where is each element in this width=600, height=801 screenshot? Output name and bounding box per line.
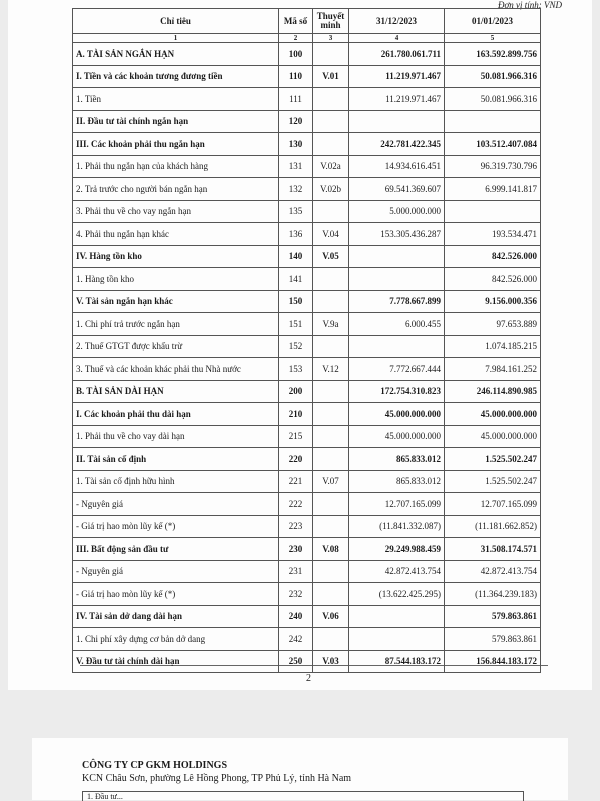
row-value-2023 xyxy=(349,335,445,358)
row-note xyxy=(313,133,349,156)
row-indicator: 1. Tiền xyxy=(73,88,279,111)
row-note: V.08 xyxy=(313,538,349,561)
table-row xyxy=(73,538,541,561)
page-number: 2 xyxy=(306,673,311,684)
row-value-2023: 87.544.183.172 xyxy=(349,650,445,673)
next-page xyxy=(32,738,568,800)
row-indicator: 4. Phải thu ngắn hạn khác xyxy=(73,223,279,246)
row-value-2023: (11.841.332.087) xyxy=(349,515,445,538)
row-value-2022 xyxy=(445,110,541,133)
row-value-2022: 9.156.000.356 xyxy=(445,290,541,313)
table-row xyxy=(73,425,541,448)
table-header-row xyxy=(73,9,541,34)
row-value-2022: 1.074.185.215 xyxy=(445,335,541,358)
table-row xyxy=(73,470,541,493)
row-note xyxy=(313,268,349,291)
row-value-2022: 7.984.161.252 xyxy=(445,358,541,381)
row-value-2023: 29.249.988.459 xyxy=(349,538,445,561)
row-indicator: 1. Chi phí xây dựng cơ bản dở dang xyxy=(73,628,279,651)
row-code: 250 xyxy=(279,650,313,673)
table-row xyxy=(73,155,541,178)
row-indicator: I. Các khoản phải thu dài hạn xyxy=(73,403,279,426)
row-indicator: III. Bất động sản đầu tư xyxy=(73,538,279,561)
row-value-2022: 6.999.141.817 xyxy=(445,178,541,201)
row-note xyxy=(313,448,349,471)
row-value-2023: 261.780.061.711 xyxy=(349,43,445,66)
row-value-2023: 153.305.436.287 xyxy=(349,223,445,246)
row-note: V.9a xyxy=(313,313,349,336)
row-value-2023: 14.934.616.451 xyxy=(349,155,445,178)
row-note xyxy=(313,493,349,516)
row-indicator: 2. Thuế GTGT được khấu trừ xyxy=(73,335,279,358)
row-value-2022: 579.863.861 xyxy=(445,605,541,628)
table-row xyxy=(73,358,541,381)
header-period-start: 01/01/2023 xyxy=(445,9,541,34)
table-row xyxy=(73,448,541,471)
row-value-2022: 193.534.471 xyxy=(445,223,541,246)
row-value-2023: 865.833.012 xyxy=(349,448,445,471)
row-code: 140 xyxy=(279,245,313,268)
row-value-2023: 11.219.971.467 xyxy=(349,88,445,111)
row-code: 210 xyxy=(279,403,313,426)
row-note: V.05 xyxy=(313,245,349,268)
header-period-end: 31/12/2023 xyxy=(349,9,445,34)
table-row xyxy=(73,43,541,66)
row-code: 150 xyxy=(279,290,313,313)
row-note: V.02b xyxy=(313,178,349,201)
row-note: V.01 xyxy=(313,65,349,88)
row-value-2022: (11.181.662.852) xyxy=(445,515,541,538)
row-note xyxy=(313,110,349,133)
row-value-2023: 45.000.000.000 xyxy=(349,425,445,448)
row-code: 222 xyxy=(279,493,313,516)
row-note xyxy=(313,425,349,448)
table-row xyxy=(73,88,541,111)
row-indicator: 2. Trả trước cho người bán ngắn hạn xyxy=(73,178,279,201)
row-value-2022: 163.592.899.756 xyxy=(445,43,541,66)
col-index: 2 xyxy=(279,34,313,43)
row-indicator: IV. Hàng tồn kho xyxy=(73,245,279,268)
row-indicator: B. TÀI SẢN DÀI HẠN xyxy=(73,380,279,403)
row-code: 152 xyxy=(279,335,313,358)
row-indicator: 1. Tài sản cố định hữu hình xyxy=(73,470,279,493)
row-value-2023: 242.781.422.345 xyxy=(349,133,445,156)
row-note: V.07 xyxy=(313,470,349,493)
table-row xyxy=(73,628,541,651)
table-row xyxy=(73,65,541,88)
table-row xyxy=(73,313,541,336)
table-row xyxy=(73,223,541,246)
row-value-2023: 7.778.667.899 xyxy=(349,290,445,313)
company-address: KCN Châu Sơn, phường Lê Hồng Phong, TP Phủ Lý, tỉnh Hà Nam xyxy=(82,773,352,784)
row-value-2022: 12.707.165.099 xyxy=(445,493,541,516)
row-indicator: II. Đầu tư tài chính ngắn hạn xyxy=(73,110,279,133)
row-note xyxy=(313,583,349,606)
row-code: 111 xyxy=(279,88,313,111)
row-note: V.04 xyxy=(313,223,349,246)
row-value-2023: 5.000.000.000 xyxy=(349,200,445,223)
row-indicator: A. TÀI SẢN NGẮN HẠN xyxy=(73,43,279,66)
row-value-2022: 50.081.966.316 xyxy=(445,88,541,111)
balance-sheet-table xyxy=(72,8,541,673)
row-code: 141 xyxy=(279,268,313,291)
row-note xyxy=(313,560,349,583)
row-value-2023: 12.707.165.099 xyxy=(349,493,445,516)
row-indicator: V. Tài sản ngắn hạn khác xyxy=(73,290,279,313)
row-indicator: I. Tiền và các khoản tương đương tiền xyxy=(73,65,279,88)
row-note: V.06 xyxy=(313,605,349,628)
row-value-2022: (11.364.239.183) xyxy=(445,583,541,606)
row-value-2023: 865.833.012 xyxy=(349,470,445,493)
row-code: 240 xyxy=(279,605,313,628)
row-value-2023 xyxy=(349,245,445,268)
row-indicator: - Nguyên giá xyxy=(73,560,279,583)
table-row xyxy=(73,268,541,291)
row-value-2022: 45.000.000.000 xyxy=(445,403,541,426)
row-code: 221 xyxy=(279,470,313,493)
table-row xyxy=(73,560,541,583)
row-code: 215 xyxy=(279,425,313,448)
row-note: V.02a xyxy=(313,155,349,178)
row-value-2022: 1.525.502.247 xyxy=(445,470,541,493)
col-index: 3 xyxy=(313,34,349,43)
row-value-2023 xyxy=(349,268,445,291)
table-row xyxy=(73,200,541,223)
row-note: V.12 xyxy=(313,358,349,381)
row-value-2023 xyxy=(349,605,445,628)
header-code: Mã số xyxy=(279,9,313,34)
row-note xyxy=(313,335,349,358)
row-value-2022: 50.081.966.316 xyxy=(445,65,541,88)
row-value-2023 xyxy=(349,110,445,133)
row-value-2022: 246.114.890.985 xyxy=(445,380,541,403)
currency-unit-label: Đơn vị tính: VND xyxy=(497,0,562,10)
row-note xyxy=(313,628,349,651)
row-value-2022: 31.508.174.571 xyxy=(445,538,541,561)
table-row xyxy=(73,583,541,606)
row-indicator: 3. Thuế và các khoản khác phải thu Nhà nước xyxy=(73,358,279,381)
row-indicator: III. Các khoản phải thu ngắn hạn xyxy=(73,133,279,156)
row-note xyxy=(313,200,349,223)
row-code: 220 xyxy=(279,448,313,471)
row-code: 231 xyxy=(279,560,313,583)
table-row xyxy=(73,290,541,313)
table-row xyxy=(73,245,541,268)
next-table-first-row: 1. Đầu tư... xyxy=(87,792,123,801)
row-value-2022: 42.872.413.754 xyxy=(445,560,541,583)
row-code: 223 xyxy=(279,515,313,538)
header-indicator: Chỉ tiêu xyxy=(73,9,279,34)
table-row xyxy=(73,403,541,426)
row-value-2023: 45.000.000.000 xyxy=(349,403,445,426)
row-value-2022: 842.526.000 xyxy=(445,268,541,291)
table-row xyxy=(73,110,541,133)
row-indicator: 1. Phải thu về cho vay dài hạn xyxy=(73,425,279,448)
row-indicator: 1. Chi phí trả trước ngắn hạn xyxy=(73,313,279,336)
row-note xyxy=(313,290,349,313)
row-indicator: - Giá trị hao mòn lũy kế (*) xyxy=(73,583,279,606)
table-row xyxy=(73,133,541,156)
table-row xyxy=(73,335,541,358)
row-value-2022: 97.653.889 xyxy=(445,313,541,336)
row-code: 136 xyxy=(279,223,313,246)
table-row xyxy=(73,380,541,403)
row-note xyxy=(313,380,349,403)
col-index: 1 xyxy=(73,34,279,43)
row-value-2023 xyxy=(349,628,445,651)
row-value-2023: 7.772.667.444 xyxy=(349,358,445,381)
row-value-2023: 69.541.369.607 xyxy=(349,178,445,201)
row-code: 130 xyxy=(279,133,313,156)
row-indicator: - Nguyên giá xyxy=(73,493,279,516)
row-value-2022: 45.000.000.000 xyxy=(445,425,541,448)
row-value-2022 xyxy=(445,200,541,223)
row-code: 151 xyxy=(279,313,313,336)
row-value-2022: 103.512.407.084 xyxy=(445,133,541,156)
row-code: 110 xyxy=(279,65,313,88)
table-row xyxy=(73,650,541,673)
row-value-2022: 96.319.730.796 xyxy=(445,155,541,178)
row-value-2022: 1.525.502.247 xyxy=(445,448,541,471)
column-index-row xyxy=(73,34,541,43)
row-value-2023: 11.219.971.467 xyxy=(349,65,445,88)
row-value-2022: 156.844.183.172 xyxy=(445,650,541,673)
col-index: 4 xyxy=(349,34,445,43)
row-code: 132 xyxy=(279,178,313,201)
row-code: 230 xyxy=(279,538,313,561)
row-value-2023: (13.622.425.295) xyxy=(349,583,445,606)
row-indicator: 1. Hàng tồn kho xyxy=(73,268,279,291)
row-value-2022: 579.863.861 xyxy=(445,628,541,651)
table-row xyxy=(73,493,541,516)
row-note xyxy=(313,88,349,111)
row-indicator: - Giá trị hao mòn lũy kế (*) xyxy=(73,515,279,538)
row-value-2022: 842.526.000 xyxy=(445,245,541,268)
table-row xyxy=(73,178,541,201)
row-code: 242 xyxy=(279,628,313,651)
company-name: CÔNG TY CP GKM HOLDINGS xyxy=(82,760,228,771)
row-indicator: II. Tài sản cố định xyxy=(73,448,279,471)
row-note: V.03 xyxy=(313,650,349,673)
row-code: 135 xyxy=(279,200,313,223)
row-code: 100 xyxy=(279,43,313,66)
table-row xyxy=(73,515,541,538)
col-index: 5 xyxy=(445,34,541,43)
row-indicator: 1. Phải thu ngắn hạn của khách hàng xyxy=(73,155,279,178)
row-indicator: IV. Tài sản dở dang dài hạn xyxy=(73,605,279,628)
row-code: 200 xyxy=(279,380,313,403)
row-note xyxy=(313,515,349,538)
row-code: 120 xyxy=(279,110,313,133)
row-value-2023: 42.872.413.754 xyxy=(349,560,445,583)
row-note xyxy=(313,43,349,66)
row-value-2023: 6.000.455 xyxy=(349,313,445,336)
header-note: Thuyết minh xyxy=(313,9,349,34)
row-value-2023: 172.754.310.823 xyxy=(349,380,445,403)
row-note xyxy=(313,403,349,426)
row-code: 131 xyxy=(279,155,313,178)
row-indicator: 3. Phải thu về cho vay ngắn hạn xyxy=(73,200,279,223)
row-indicator: V. Đầu tư tài chính dài hạn xyxy=(73,650,279,673)
row-code: 153 xyxy=(279,358,313,381)
table-row xyxy=(73,605,541,628)
row-code: 232 xyxy=(279,583,313,606)
